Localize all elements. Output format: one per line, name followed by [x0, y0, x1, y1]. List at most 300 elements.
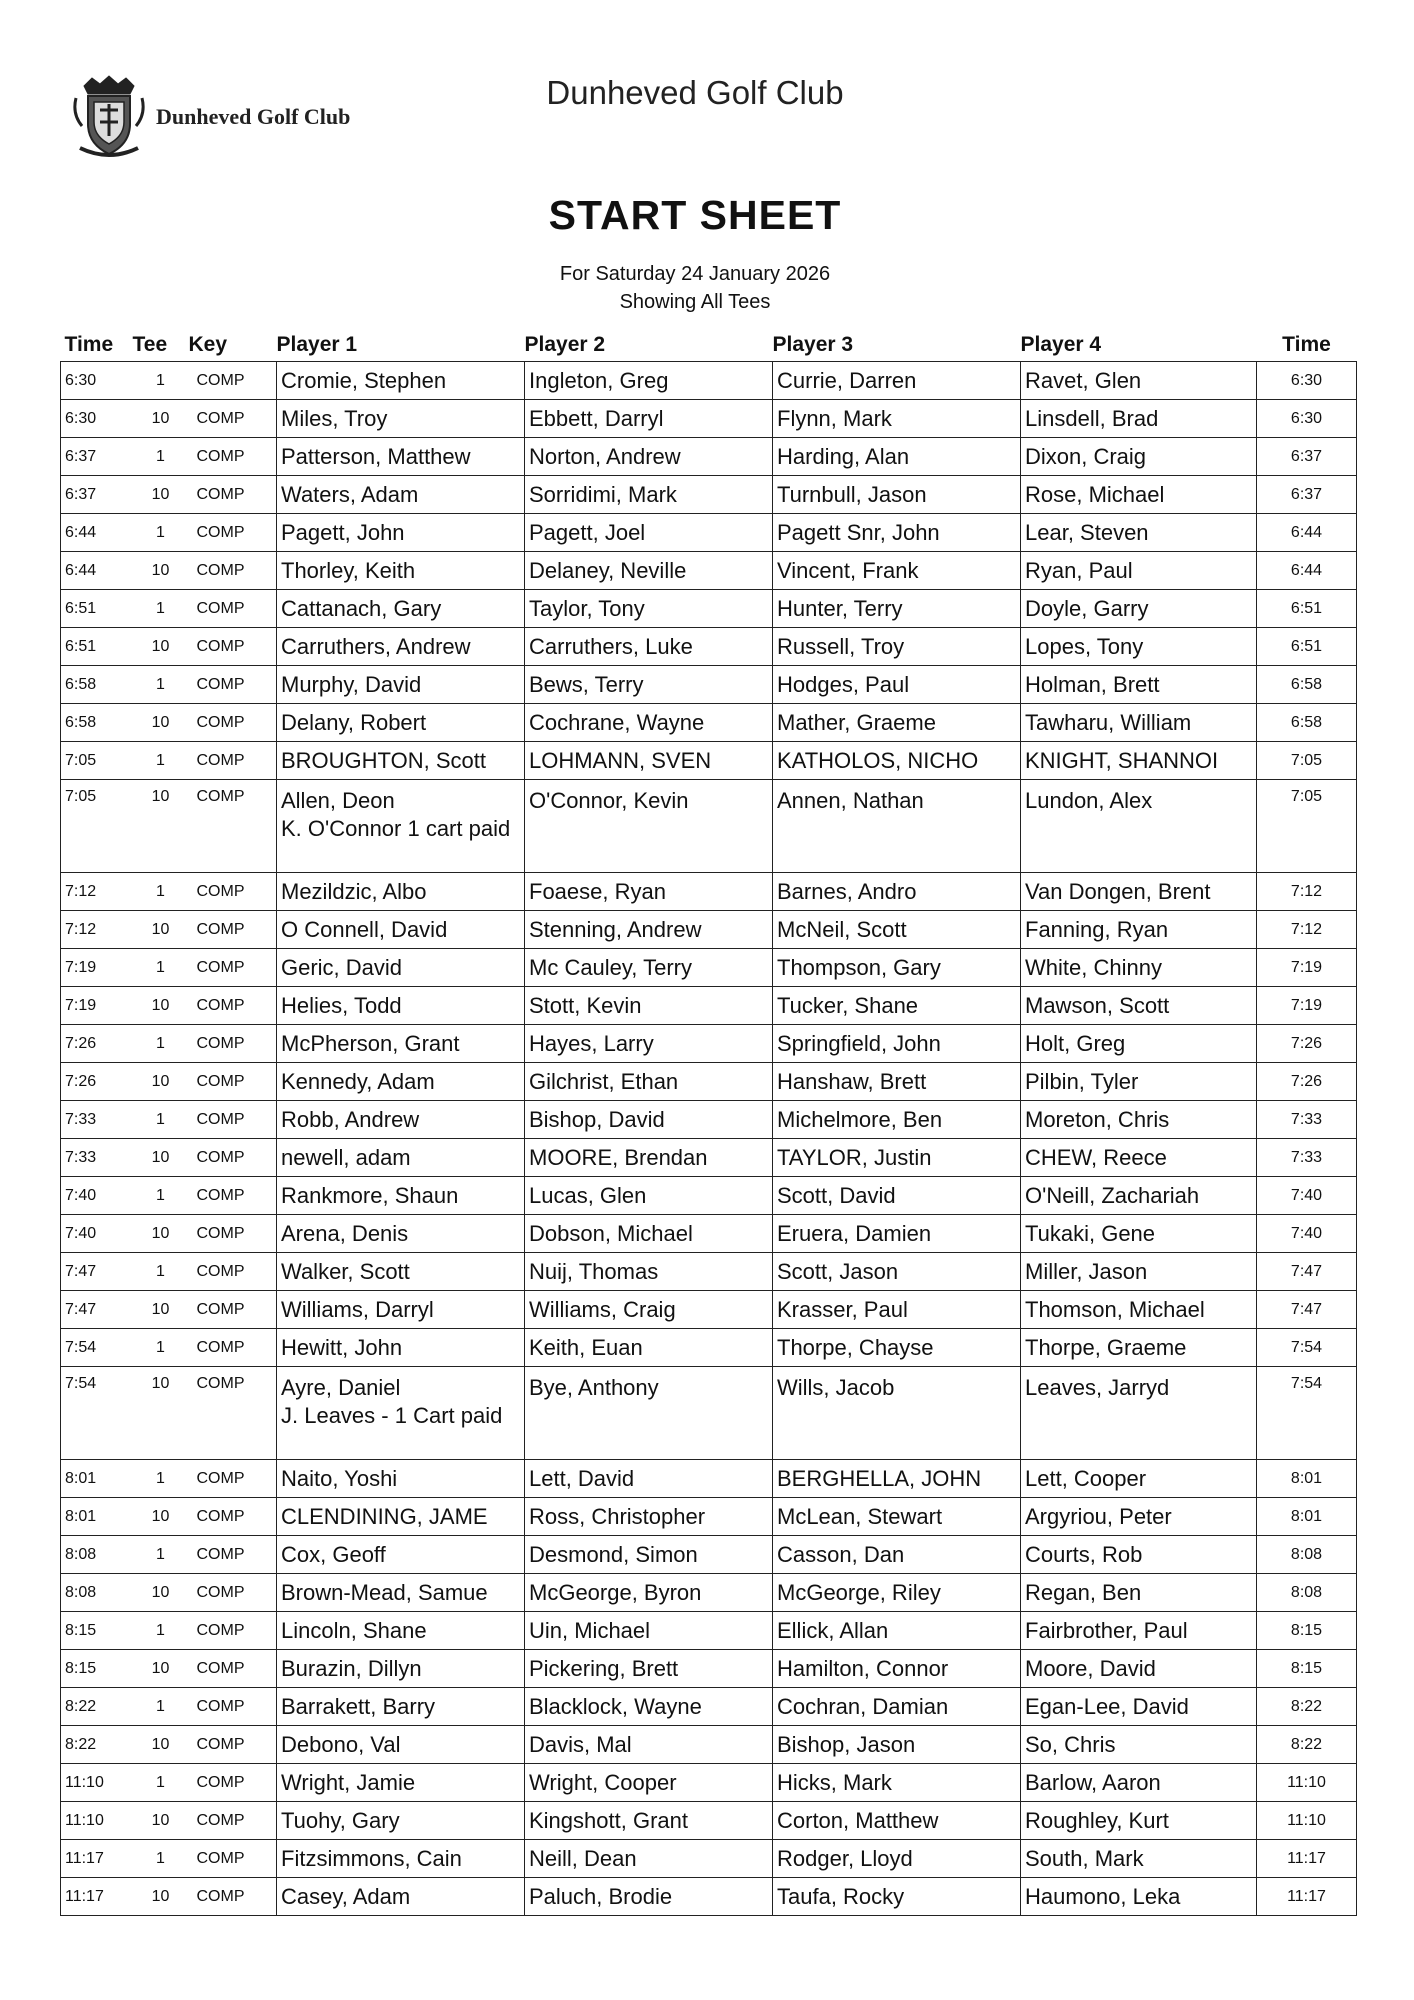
cell-player-2-text: Hayes, Larry [529, 1030, 654, 1056]
cell-player-4 [1021, 1688, 1257, 1726]
cell-player-4-text: Lundon, Alex [1025, 788, 1153, 813]
cell-tee [133, 1367, 189, 1460]
cell-time-right [1257, 1840, 1357, 1878]
cell-player-2-text: McGeorge, Byron [529, 1579, 702, 1605]
cell-player-1 [277, 873, 525, 911]
cell-tee-text: 10 [151, 1659, 170, 1677]
cell-time-right-text: 6:37 [1290, 485, 1323, 503]
cell-tee [133, 476, 189, 514]
cell-player-2-text: Kingshott, Grant [529, 1807, 688, 1833]
cell-player-4-text: Rose, Michael [1025, 481, 1165, 507]
start-sheet-table [60, 327, 1357, 1916]
cell-time-right [1257, 742, 1357, 780]
cell-time-text: 7:26 [65, 1034, 97, 1052]
cell-tee-text: 1 [156, 1110, 165, 1128]
cell-player-1-text: Cattanach, Gary [281, 595, 442, 621]
page-title: START SHEET [548, 192, 842, 238]
cell-player-1-text: Robb, Andrew [281, 1106, 420, 1132]
cell-tee-text: 1 [156, 1034, 165, 1052]
cell-player-1-text: O Connell, David [281, 916, 448, 942]
cell-player-2-text: MOORE, Brendan [529, 1144, 708, 1170]
cell-player-4-text: Fairbrother, Paul [1025, 1617, 1188, 1643]
table-row [61, 1612, 1357, 1650]
cell-tee [133, 780, 189, 873]
cell-time-right [1257, 1574, 1357, 1612]
cell-player-2-text: Pickering, Brett [529, 1655, 679, 1681]
table-row [61, 1764, 1357, 1802]
cell-player-3-text: Flynn, Mark [777, 405, 892, 431]
cell-time [61, 362, 133, 400]
cell-player-1-text: McPherson, Grant [281, 1030, 460, 1056]
cell-player-4 [1021, 1802, 1257, 1840]
table-row [61, 400, 1357, 438]
cell-tee [133, 628, 189, 666]
cell-key [189, 780, 277, 873]
cell-player-2-text: Williams, Craig [529, 1296, 676, 1322]
cell-player-1-text: Arena, Denis [281, 1220, 409, 1246]
table-row [61, 514, 1357, 552]
cell-time-right-text: 11:17 [1287, 1849, 1326, 1867]
table-row [61, 666, 1357, 704]
cell-player-4 [1021, 1574, 1257, 1612]
cell-time-right [1257, 1498, 1357, 1536]
cell-time [61, 1764, 133, 1802]
cell-key [189, 476, 277, 514]
cell-player-1 [277, 1498, 525, 1536]
cell-player-4 [1021, 1215, 1257, 1253]
cell-player-3 [773, 438, 1021, 476]
cell-tee-text: 1 [156, 958, 165, 976]
cell-player-4-text: Holt, Greg [1025, 1030, 1126, 1056]
cell-time-text: 6:44 [65, 523, 97, 541]
cell-player-3-text: Harding, Alan [777, 443, 910, 469]
cell-tee [133, 1291, 189, 1329]
cell-player-3-text: Mather, Graeme [777, 709, 936, 735]
cell-tee [133, 1536, 189, 1574]
cell-time [61, 1612, 133, 1650]
cell-tee [133, 362, 189, 400]
cell-key-text: COMP [196, 1887, 245, 1905]
cell-player-2-text: Stott, Kevin [529, 992, 642, 1018]
cell-player-2 [525, 987, 773, 1025]
cell-tee-text: 1 [156, 447, 165, 465]
cell-player-1-text: BROUGHTON, Scott [281, 747, 486, 773]
cell-player-1 [277, 400, 525, 438]
cell-player-2 [525, 1215, 773, 1253]
cell-time-right-text: 6:30 [1290, 409, 1323, 427]
cell-player-3 [773, 780, 1021, 873]
cell-player-4 [1021, 911, 1257, 949]
cell-player-1 [277, 362, 525, 400]
cell-player-2 [525, 1177, 773, 1215]
table-row [61, 1460, 1357, 1498]
cell-time [61, 1177, 133, 1215]
cell-time-text: 7:05 [65, 751, 97, 769]
cell-player-4 [1021, 1726, 1257, 1764]
cell-time-text: 11:10 [65, 1811, 104, 1829]
cell-player-2 [525, 780, 773, 873]
cell-tee [133, 1025, 189, 1063]
cell-player-3 [773, 1367, 1021, 1460]
cell-time-text: 7:47 [65, 1300, 97, 1318]
cell-time [61, 1460, 133, 1498]
cell-player-2 [525, 666, 773, 704]
cell-time-right [1257, 628, 1357, 666]
table-row [61, 1215, 1357, 1253]
cell-player-3-text: Hanshaw, Brett [777, 1068, 927, 1094]
cell-player-2-text: Dobson, Michael [529, 1220, 693, 1246]
cell-player-3 [773, 1726, 1021, 1764]
cell-key-text: COMP [196, 1697, 245, 1715]
cell-time [61, 1574, 133, 1612]
cell-player-1 [277, 666, 525, 704]
cell-player-3 [773, 1139, 1021, 1177]
cell-player-4 [1021, 476, 1257, 514]
cell-key-text: COMP [196, 485, 245, 503]
cell-player-1-text: Naito, Yoshi [281, 1465, 398, 1491]
cell-player-3 [773, 1688, 1021, 1726]
cell-time [61, 628, 133, 666]
cell-player-3-text: TAYLOR, Justin [777, 1144, 932, 1170]
cell-key [189, 1498, 277, 1536]
table-row [61, 780, 1357, 873]
cell-player-2 [525, 1650, 773, 1688]
cell-time-text: 6:58 [65, 713, 97, 731]
cell-time [61, 1139, 133, 1177]
cell-key-text: COMP [196, 1110, 245, 1128]
cell-tee-text: 1 [156, 1621, 165, 1639]
cell-tee [133, 949, 189, 987]
cell-player-4-text: South, Mark [1025, 1845, 1144, 1871]
cell-tee-text: 10 [151, 1300, 170, 1318]
cell-player-4 [1021, 552, 1257, 590]
cell-player-3-text: BERGHELLA, JOHN [777, 1465, 982, 1491]
cell-time-text: 7:19 [65, 996, 97, 1014]
cell-time-right [1257, 1177, 1357, 1215]
cell-time-right-text: 8:22 [1290, 1735, 1323, 1753]
cell-player-4-text: Moreton, Chris [1025, 1106, 1170, 1132]
cell-key [189, 514, 277, 552]
cell-player-4 [1021, 1139, 1257, 1177]
cell-player-1-text: Burazin, Dillyn [281, 1655, 422, 1681]
cell-player-4-text: KNIGHT, SHANNOI [1025, 747, 1219, 773]
cell-key [189, 1840, 277, 1878]
cell-player-1 [277, 1291, 525, 1329]
cell-player-3-text: Krasser, Paul [777, 1296, 908, 1322]
cell-time-right [1257, 400, 1357, 438]
table-row [61, 1101, 1357, 1139]
cell-player-1-text: Walker, Scott [281, 1258, 410, 1284]
cell-key-text: COMP [196, 1224, 245, 1242]
cell-player-1 [277, 1536, 525, 1574]
cell-player-3 [773, 1840, 1021, 1878]
cell-tee [133, 1498, 189, 1536]
cell-time-right-text: 8:08 [1290, 1583, 1323, 1601]
cell-player-1-text: Williams, Darryl [281, 1296, 434, 1322]
cell-time-text: 7:47 [65, 1262, 97, 1280]
cell-key-text: COMP [196, 1300, 245, 1318]
cell-player-1 [277, 438, 525, 476]
cell-player-2-text: LOHMANN, SVEN [529, 747, 712, 773]
cell-tee-text: 1 [156, 1773, 165, 1791]
cell-player-2 [525, 1574, 773, 1612]
cell-player-4 [1021, 987, 1257, 1025]
cell-player-4-text: So, Chris [1025, 1731, 1116, 1757]
cell-key-text: COMP [196, 1507, 245, 1525]
cell-time [61, 1253, 133, 1291]
cell-player-4-text: Doyle, Garry [1025, 595, 1149, 621]
cell-time-right-text: 7:05 [1290, 788, 1323, 805]
cell-time [61, 438, 133, 476]
cell-time [61, 1025, 133, 1063]
cell-tee-text: 10 [151, 920, 170, 938]
cell-time-right-text: 7:33 [1290, 1148, 1323, 1166]
cell-player-2-text: Wright, Cooper [529, 1769, 677, 1795]
cell-player-3 [773, 590, 1021, 628]
table-row [61, 1139, 1357, 1177]
cell-player-3-text: Hamilton, Connor [777, 1655, 949, 1681]
cell-tee-text: 1 [156, 371, 165, 389]
cell-player-2-text: Stenning, Andrew [529, 916, 702, 942]
cell-player-2-text: O'Connor, Kevin [529, 788, 689, 813]
cell-player-3-text: Corton, Matthew [777, 1807, 939, 1833]
table-row [61, 1878, 1357, 1916]
subtitle [0, 260, 1390, 316]
cell-time-right [1257, 552, 1357, 590]
column-header-player-4: Player 4 [1020, 333, 1102, 356]
cell-player-1-text: Murphy, David [281, 671, 422, 697]
cell-time-right [1257, 1802, 1357, 1840]
cell-key-text: COMP [196, 675, 245, 693]
cell-player-3-text: Springfield, John [777, 1030, 941, 1056]
cell-time [61, 1688, 133, 1726]
cell-player-4-text: Egan-Lee, David [1025, 1693, 1189, 1719]
cell-time-text: 6:30 [65, 409, 97, 427]
cell-time-right [1257, 1139, 1357, 1177]
cell-player-1 [277, 1253, 525, 1291]
cell-player-1 [277, 1650, 525, 1688]
cell-time-right-text: 8:01 [1290, 1469, 1323, 1487]
cell-tee-text: 1 [156, 1697, 165, 1715]
cell-tee-text: 10 [151, 1507, 170, 1525]
cell-key-text: COMP [196, 713, 245, 731]
cell-player-2-text: Cochrane, Wayne [529, 709, 705, 735]
cell-player-2 [525, 1367, 773, 1460]
cell-player-1 [277, 742, 525, 780]
table-row [61, 628, 1357, 666]
cell-player-1-text: Fitzsimmons, Cain [281, 1845, 462, 1871]
cell-player-4-text: Van Dongen, Brent [1025, 878, 1211, 904]
cell-player-1-text: Casey, Adam [281, 1883, 411, 1909]
cell-player-3 [773, 1764, 1021, 1802]
cell-player-1 [277, 514, 525, 552]
table-row [61, 1253, 1357, 1291]
cell-player-2-text: Ross, Christopher [529, 1503, 706, 1529]
cell-player-2-text: Uin, Michael [529, 1617, 651, 1643]
cell-key-text: COMP [196, 1262, 245, 1280]
cell-player-2-text: Mc Cauley, Terry [529, 954, 693, 980]
cell-player-4-text: Dixon, Craig [1025, 443, 1147, 469]
cell-time-text: 6:30 [65, 371, 97, 389]
cell-time-right [1257, 1764, 1357, 1802]
cell-player-3-text: Scott, David [777, 1182, 896, 1208]
cell-key-text: COMP [196, 447, 245, 465]
cell-player-4 [1021, 704, 1257, 742]
cell-time-right [1257, 362, 1357, 400]
cell-player-3 [773, 628, 1021, 666]
cell-key-text: COMP [196, 1034, 245, 1052]
cell-time-text: 7:12 [65, 920, 97, 938]
table-row [61, 873, 1357, 911]
table-body [61, 362, 1357, 1916]
cell-time [61, 1498, 133, 1536]
cell-tee [133, 1840, 189, 1878]
cell-player-3 [773, 949, 1021, 987]
cell-time-text: 6:51 [65, 599, 97, 617]
cell-player-4 [1021, 1878, 1257, 1916]
cell-tee-text: 10 [151, 1375, 170, 1392]
cell-player-2-text: Keith, Euan [529, 1334, 643, 1360]
cell-player-3-text: Tucker, Shane [777, 992, 919, 1018]
cell-time-right-text: 6:51 [1290, 599, 1323, 617]
cell-key-text: COMP [196, 637, 245, 655]
cell-player-3-text: Thompson, Gary [777, 954, 941, 980]
cell-player-2 [525, 514, 773, 552]
cell-player-3 [773, 552, 1021, 590]
cell-time-right-text: 7:05 [1290, 751, 1323, 769]
cell-tee [133, 1574, 189, 1612]
cell-time-right [1257, 1536, 1357, 1574]
cell-time-right [1257, 514, 1357, 552]
cell-key-text: COMP [196, 561, 245, 579]
cell-key [189, 1139, 277, 1177]
cell-player-3-text: Scott, Jason [777, 1258, 899, 1284]
cell-time-text: 8:15 [65, 1621, 97, 1639]
cell-player-3 [773, 514, 1021, 552]
cell-time-right [1257, 987, 1357, 1025]
column-header-tee: Tee [132, 333, 168, 356]
table-row [61, 362, 1357, 400]
cell-time [61, 1101, 133, 1139]
cell-key-text: COMP [196, 599, 245, 617]
cell-tee-text: 1 [156, 1186, 165, 1204]
cell-time [61, 1650, 133, 1688]
cell-player-2-text: Nuij, Thomas [529, 1258, 659, 1284]
cell-player-1 [277, 476, 525, 514]
cell-player-3 [773, 1025, 1021, 1063]
cell-player-4-text: Roughley, Kurt [1025, 1807, 1169, 1833]
cell-key [189, 1253, 277, 1291]
club-name-heading: Dunheved Golf Club [546, 74, 844, 111]
cell-tee [133, 1253, 189, 1291]
cell-time-right [1257, 1101, 1357, 1139]
cell-time-right-text: 11:17 [1287, 1887, 1326, 1905]
cell-player-1-text: Patterson, Matthew [281, 443, 471, 469]
cell-player-4 [1021, 1367, 1257, 1460]
cell-player-2 [525, 400, 773, 438]
cell-key [189, 1329, 277, 1367]
cell-player-4-text: CHEW, Reece [1025, 1144, 1167, 1170]
cell-player-2 [525, 1460, 773, 1498]
cell-time [61, 1726, 133, 1764]
cell-key [189, 1802, 277, 1840]
cell-player-3-text: Thorpe, Chayse [777, 1334, 934, 1360]
cell-time-text: 8:08 [65, 1583, 97, 1601]
cell-key-text: COMP [196, 1545, 245, 1563]
cell-key [189, 552, 277, 590]
cell-player-2-text: Lucas, Glen [529, 1182, 647, 1208]
cell-player-3-text: Bishop, Jason [777, 1731, 916, 1757]
cell-player-2 [525, 1878, 773, 1916]
cell-time-right-text: 7:19 [1290, 958, 1323, 976]
cell-time [61, 1063, 133, 1101]
cell-player-3 [773, 1063, 1021, 1101]
cell-time-right [1257, 780, 1357, 873]
table-row [61, 1536, 1357, 1574]
cell-player-3-text: Barnes, Andro [777, 878, 917, 904]
cell-player-3-text: Michelmore, Ben [777, 1106, 943, 1132]
cell-tee [133, 1177, 189, 1215]
cell-player-3-text: Annen, Nathan [777, 788, 924, 813]
cell-player-3 [773, 362, 1021, 400]
cell-key-text: COMP [196, 1849, 245, 1867]
cell-key-text: COMP [196, 882, 245, 900]
cell-player-4 [1021, 1025, 1257, 1063]
cell-player-1-text: newell, adam [281, 1144, 411, 1170]
cell-player-4-text: Fanning, Ryan [1025, 916, 1169, 942]
cell-tee-text: 1 [156, 599, 165, 617]
cell-player-2 [525, 552, 773, 590]
cell-player-4-text: Regan, Ben [1025, 1579, 1142, 1605]
cell-key-text: COMP [196, 1072, 245, 1090]
cell-tee [133, 514, 189, 552]
cell-player-1 [277, 552, 525, 590]
cell-time-right [1257, 949, 1357, 987]
cell-time-text: 6:51 [65, 637, 97, 655]
cell-key [189, 1764, 277, 1802]
cell-player-2-text: Foaese, Ryan [529, 878, 666, 904]
cell-key [189, 1574, 277, 1612]
cell-time-right-text: 11:10 [1287, 1773, 1326, 1791]
cell-key [189, 1878, 277, 1916]
cell-player-4 [1021, 1253, 1257, 1291]
cell-player-2-text: Norton, Andrew [529, 443, 681, 469]
table-row [61, 1291, 1357, 1329]
cell-time-right-text: 8:15 [1290, 1659, 1323, 1677]
table-row [61, 987, 1357, 1025]
cell-time [61, 742, 133, 780]
cell-player-3-text: Eruera, Damien [777, 1220, 932, 1246]
cell-player-1 [277, 1139, 525, 1177]
cell-tee-text: 10 [151, 1887, 170, 1905]
cell-key-text: COMP [196, 920, 245, 938]
cell-time-text: 6:37 [65, 485, 97, 503]
cell-time-right-text: 7:12 [1290, 882, 1323, 900]
cell-time [61, 476, 133, 514]
cell-time-right [1257, 1253, 1357, 1291]
cell-player-4 [1021, 1063, 1257, 1101]
table-row [61, 552, 1357, 590]
cell-player-4 [1021, 1101, 1257, 1139]
cell-player-2-text: Ingleton, Greg [529, 367, 669, 393]
cell-tee [133, 1460, 189, 1498]
cell-player-3 [773, 1101, 1021, 1139]
cell-tee-text: 10 [151, 1735, 170, 1753]
cell-player-4 [1021, 628, 1257, 666]
cell-player-3-text: McNeil, Scott [777, 916, 907, 942]
cell-player-2-text: Bishop, David [529, 1106, 665, 1132]
cell-time [61, 514, 133, 552]
